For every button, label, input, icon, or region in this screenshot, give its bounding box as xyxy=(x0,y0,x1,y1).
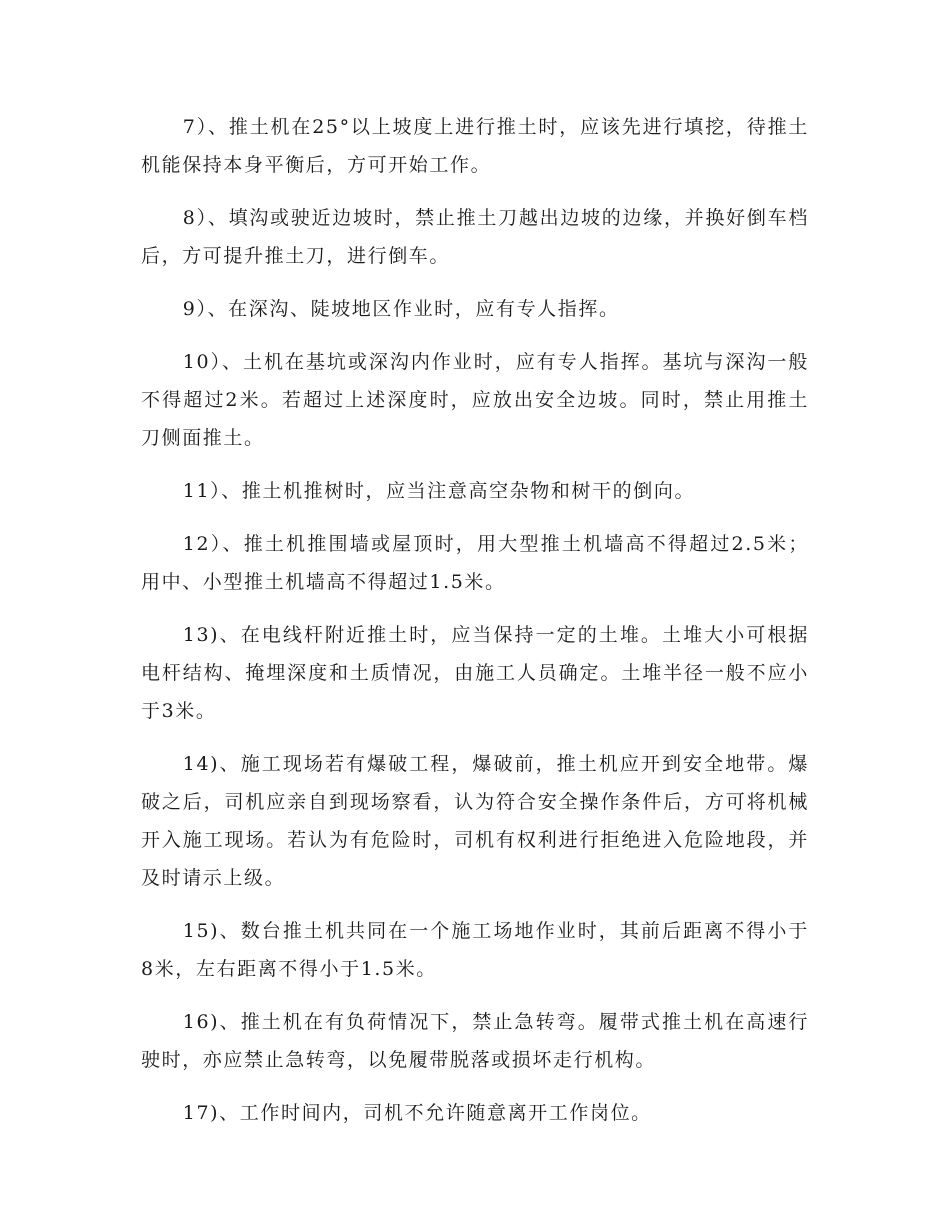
document-body xyxy=(141,108,809,1147)
paragraph-8: 8）、填沟或驶近边坡时，禁止推土刀越出边坡的边缘，并换好倒车档后，方可提升推土刀，进行倒车。 xyxy=(141,207,809,267)
paragraph-10: 10）、土机在基坑或深沟内作业时，应有专人指挥。基坑与深沟一般不得超过2米。若超过上述深度时，应放出安全边坡。同时，禁止用推土刀侧面推土。 xyxy=(141,351,809,449)
paragraph-11: 11）、推土机推树时，应当注意高空杂物和树干的倒向。 xyxy=(182,480,696,502)
paragraph-13: 13)、在电线杆附近推土时，应当保持一定的土堆。土堆大小可根据电杆结构、掩埋深度和土质情况，由施工人员确定。土堆半径一般不应小于3米。 xyxy=(141,624,809,722)
paragraph-7: 7）、推土机在25°以上坡度上进行推土时，应该先进行填挖，待推土机能保持本身平衡后，方可开始工作。 xyxy=(141,116,809,176)
paragraph-14: 14)、施工现场若有爆破工程，爆破前，推土机应开到安全地带。爆破之后，司机应亲自到现场察看，认为符合安全操作条件后，方可将机械开入施工现场。若认为有危险时，司机有权利进行拒绝进入危险地段，并及时请示上级。 xyxy=(141,753,809,889)
paragraph-9: 9）、在深沟、陡坡地区作业时，应有专人指挥。 xyxy=(182,298,620,320)
paragraph-12: 12）、推土机推围墙或屋顶时，用大型推土机墙高不得超过2.5米；用中、小型推土机墙高不得超过1.5米。 xyxy=(141,533,809,593)
paragraph-15: 15)、数台推土机共同在一个施工场地作业时，其前后距离不得小于8米，左右距离不得小于1.5米。 xyxy=(141,920,809,980)
paragraph-17: 17)、工作时间内，司机不允许随意离开工作岗位。 xyxy=(182,1102,652,1124)
paragraph-16: 16)、推土机在有负荷情况下，禁止急转弯。履带式推土机在高速行驶时，亦应禁止急转弯，以免履带脱落或损坏走行机构。 xyxy=(141,1011,809,1071)
